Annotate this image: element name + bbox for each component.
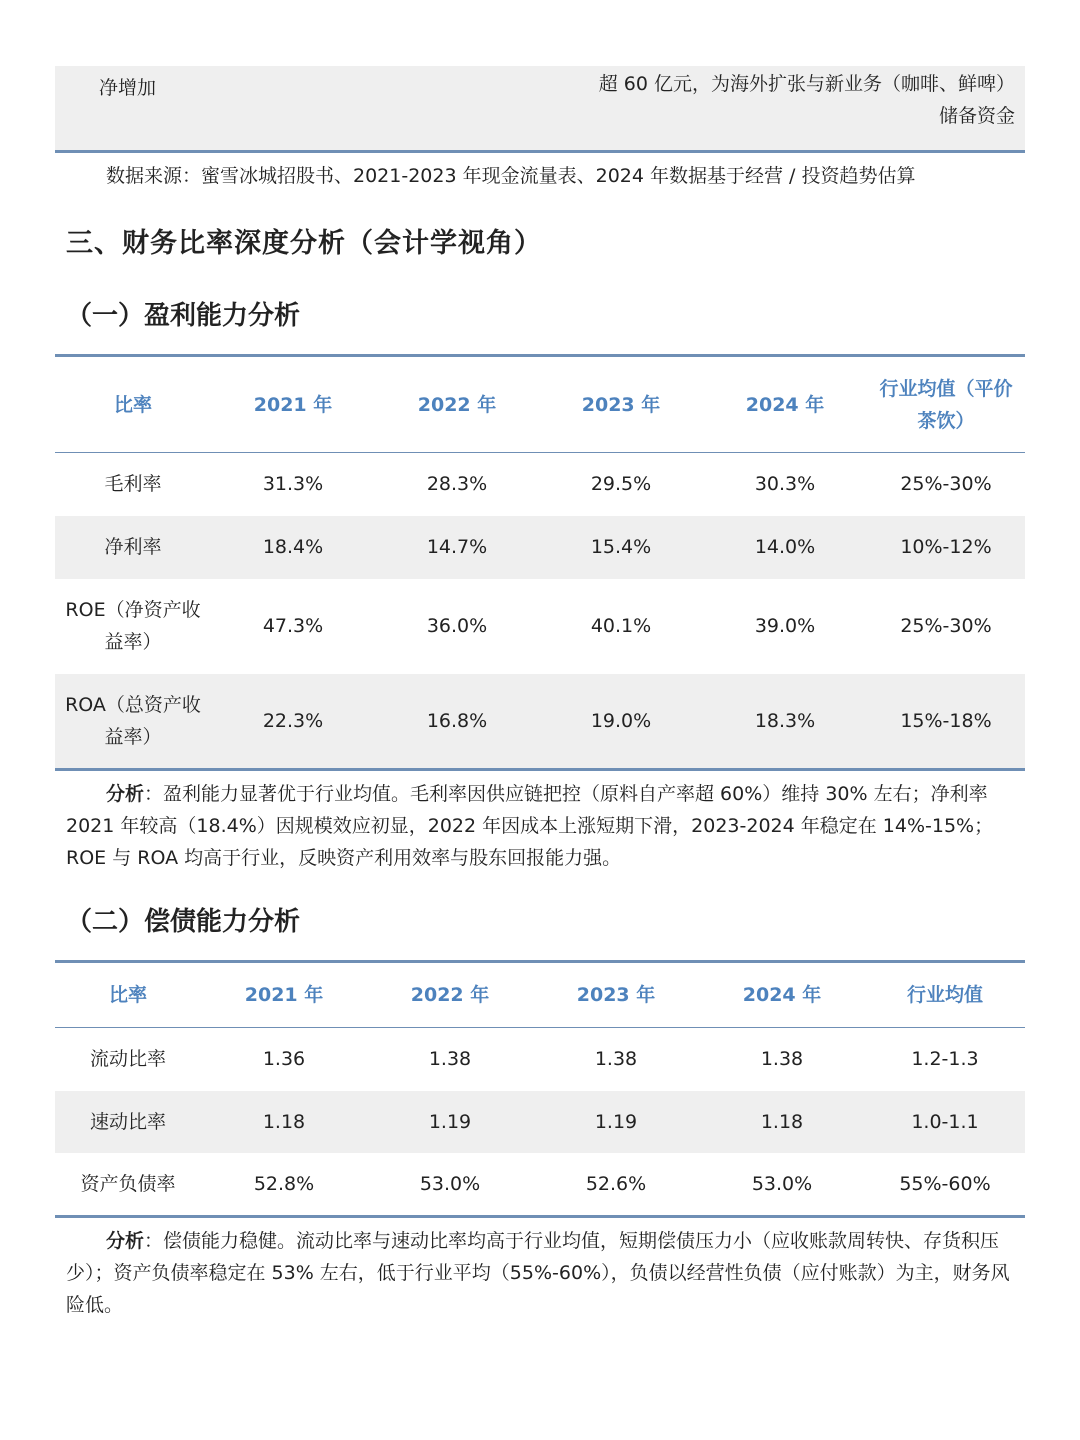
header-cell: 2021 年	[211, 356, 375, 453]
ratio-name: 流动比率	[89, 1048, 166, 1071]
analysis-text: ：偿债能力稳健。流动比率与速动比率均高于行业均值，短期偿债压力小（应收账款周转快、存货积压少）；资产负债率稳定在 53% 左右，低于行业平均（55%-60%），负债以经营性负债（应付账款）为主，财务风险低。	[66, 1230, 1010, 1316]
value-cell: 19.0%	[539, 674, 703, 770]
table-header-row	[55, 356, 1025, 453]
value-cell: 1.38	[428, 1048, 472, 1071]
ratio-name: ROE（净资产收益率）	[65, 599, 201, 653]
table-row	[55, 1091, 1025, 1153]
value-cell: 36.0%	[426, 615, 488, 637]
profitability-table	[55, 354, 1025, 771]
value-cell: 40.1%	[590, 615, 652, 637]
value-cell: 53.0%	[699, 1153, 865, 1217]
header-cell: 2022 年	[367, 962, 533, 1028]
table-row	[55, 1153, 1025, 1217]
value-cell: 29.5%	[590, 473, 652, 496]
value-cell: 47.3%	[262, 615, 324, 637]
profitability-title: （一）盈利能力分析	[66, 301, 301, 331]
header-cell: 2021 年	[201, 962, 367, 1028]
value-cell: 31.3%	[262, 473, 324, 496]
value-cell: 14.7%	[375, 516, 539, 579]
value-cell: 14.0%	[703, 516, 867, 579]
ratio-name: 毛利率	[104, 473, 162, 496]
value-cell: 28.3%	[426, 473, 488, 496]
value-cell: 52.8%	[201, 1153, 367, 1217]
value-cell: 15.4%	[539, 516, 703, 579]
analysis-label: 分析	[106, 783, 145, 805]
value-cell: 1.18	[201, 1091, 367, 1153]
value-cell: 1.19	[533, 1091, 699, 1153]
value-cell: 53.0%	[367, 1153, 533, 1217]
value-cell: 52.6%	[533, 1153, 699, 1217]
header-cell: 2024 年	[703, 356, 867, 453]
table-header-row	[55, 962, 1025, 1028]
row-note: 超 60 亿元，为海外扩张与新业务（咖啡、鲜啤）储备资金	[598, 73, 1015, 127]
section-title: 三、财务比率深度分析（会计学视角）	[66, 228, 542, 259]
solvency-title: （二）偿债能力分析	[66, 907, 301, 937]
table-row	[55, 453, 1025, 516]
table-row	[55, 674, 1025, 770]
value-cell: 1.18	[699, 1091, 865, 1153]
industry-avg-cell: 10%-12%	[867, 516, 1025, 579]
value-cell: 1.38	[760, 1048, 804, 1071]
header-cell: 2023 年	[533, 962, 699, 1028]
ratio-name: 资产负债率	[55, 1153, 201, 1217]
value-cell: 30.3%	[754, 473, 816, 496]
header-cell: 2022 年	[375, 356, 539, 453]
profitability-analysis	[66, 778, 1011, 874]
row-label: 净增加	[99, 77, 157, 99]
ratio-name: 速动比率	[55, 1091, 201, 1153]
industry-avg-cell: 1.0-1.1	[865, 1091, 1025, 1153]
analysis-text: ：盈利能力显著优于行业均值。毛利率因供应链把控（原料自产率超 60%）维持 30% 左右；净利率 2021 年较高（18.4%）因规模效应初显，2022 年因成本上涨短期下滑，2023-2024 年稳定在 14%-15%；ROE 与 ROA 均高于行业，反映资产利用效率与股东回报能力强。	[66, 783, 994, 869]
header-cell: 2024 年	[699, 962, 865, 1028]
table-row	[55, 579, 1025, 674]
table-row	[55, 516, 1025, 579]
industry-avg-cell: 25%-30%	[900, 615, 992, 637]
value-cell: 1.38	[594, 1048, 638, 1071]
header-cell: 比率	[55, 356, 211, 453]
header-cell: 比率	[55, 962, 201, 1028]
value-cell: 1.36	[262, 1048, 306, 1071]
industry-avg-cell: 15%-18%	[867, 674, 1025, 770]
industry-avg-cell: 1.2-1.3	[911, 1048, 979, 1071]
value-cell: 18.3%	[703, 674, 867, 770]
table-row	[55, 1028, 1025, 1091]
industry-avg-cell: 55%-60%	[865, 1153, 1025, 1217]
value-cell: 22.3%	[211, 674, 375, 770]
header-cell: 2023 年	[539, 356, 703, 453]
ratio-name: ROA（总资产收益率）	[55, 674, 211, 770]
solvency-analysis	[66, 1225, 1011, 1321]
analysis-label: 分析	[106, 1230, 145, 1252]
cashflow-table-continuation-row	[55, 66, 1025, 153]
value-cell: 18.4%	[211, 516, 375, 579]
data-source-note: 数据来源：蜜雪冰城招股书、2021-2023 年现金流量表、2024 年数据基于经营 / 投资趋势估算	[106, 165, 916, 187]
header-cell: 行业均值（平价茶饮）	[867, 356, 1025, 453]
header-cell: 行业均值	[865, 962, 1025, 1028]
solvency-table	[55, 960, 1025, 1218]
ratio-name: 净利率	[55, 516, 211, 579]
value-cell: 16.8%	[375, 674, 539, 770]
value-cell: 39.0%	[754, 615, 816, 637]
value-cell: 1.19	[367, 1091, 533, 1153]
industry-avg-cell: 25%-30%	[900, 473, 992, 496]
